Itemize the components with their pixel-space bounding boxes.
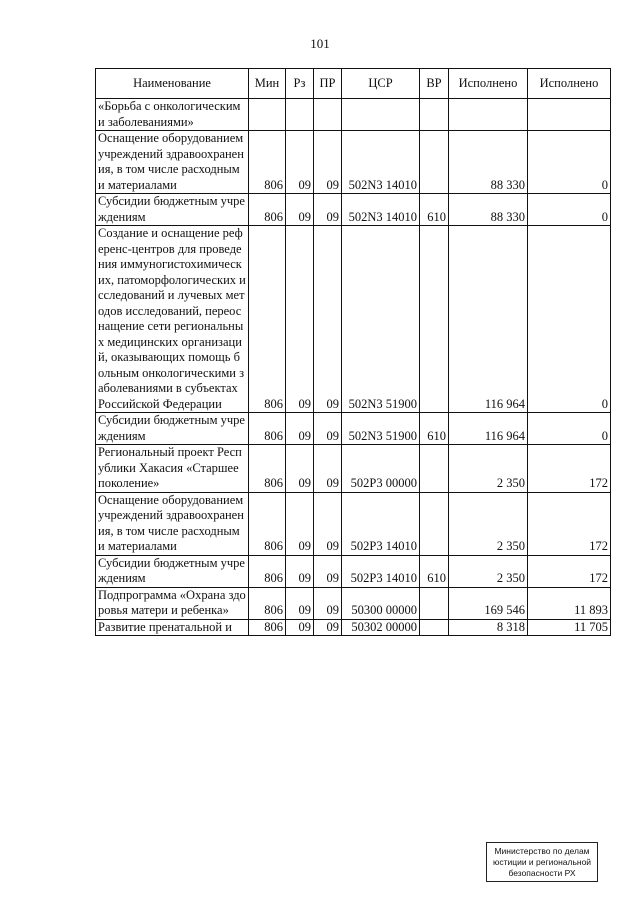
row-min: 806 (249, 131, 286, 194)
row-vr: 610 (420, 555, 449, 587)
row-min: 806 (249, 194, 286, 226)
row-min (249, 99, 286, 131)
table-row (96, 445, 611, 493)
row-pr: 09 (314, 492, 342, 555)
table-row (96, 99, 611, 131)
row-pr (314, 99, 342, 131)
row-pr: 09 (314, 413, 342, 445)
row-executed-2: 0 (528, 131, 611, 194)
row-executed-1: 88 330 (449, 131, 528, 194)
row-csr: 502P3 00000 (342, 445, 420, 493)
row-csr: 502N3 14010 (342, 131, 420, 194)
row-csr: 502P3 14010 (342, 555, 420, 587)
row-vr: 610 (420, 194, 449, 226)
row-vr (420, 131, 449, 194)
row-pr: 09 (314, 226, 342, 413)
row-executed-1: 2 350 (449, 445, 528, 493)
row-pr: 09 (314, 131, 342, 194)
row-executed-1: 2 350 (449, 555, 528, 587)
row-vr (420, 587, 449, 619)
column-header-executed-1: Исполнено (449, 69, 528, 99)
table-row (96, 413, 611, 445)
row-pr: 09 (314, 587, 342, 619)
row-rz: 09 (286, 226, 314, 413)
row-executed-2: 0 (528, 413, 611, 445)
row-min: 806 (249, 555, 286, 587)
row-min: 806 (249, 492, 286, 555)
row-csr: 502P3 14010 (342, 492, 420, 555)
row-executed-2: 172 (528, 492, 611, 555)
table-row (96, 555, 611, 587)
row-rz: 09 (286, 413, 314, 445)
column-header-rz: Рз (286, 69, 314, 99)
row-csr: 502N3 51900 (342, 226, 420, 413)
table-row (96, 587, 611, 619)
row-executed-1: 2 350 (449, 492, 528, 555)
ministry-stamp (486, 842, 598, 882)
row-vr (420, 99, 449, 131)
row-vr (420, 226, 449, 413)
row-name: Региональный проект Республики Хакасия «Старшее поколение» (96, 445, 249, 493)
table-header-row (96, 69, 611, 99)
row-rz: 09 (286, 619, 314, 636)
row-executed-2 (528, 99, 611, 131)
row-rz (286, 99, 314, 131)
table-row (96, 226, 611, 413)
row-pr: 09 (314, 194, 342, 226)
row-executed-2: 11 705 (528, 619, 611, 636)
row-name: «Борьба с онкологическими заболеваниями» (96, 99, 249, 131)
row-csr: 50300 00000 (342, 587, 420, 619)
row-vr: 610 (420, 413, 449, 445)
column-header-csr: ЦСР (342, 69, 420, 99)
row-executed-2: 0 (528, 226, 611, 413)
row-pr: 09 (314, 445, 342, 493)
row-min: 806 (249, 587, 286, 619)
row-executed-2: 11 893 (528, 587, 611, 619)
row-name: Субсидии бюджетным учреждениям (96, 194, 249, 226)
column-header-name: Наименование (96, 69, 249, 99)
row-min: 806 (249, 413, 286, 445)
row-csr: 50302 00000 (342, 619, 420, 636)
row-rz: 09 (286, 587, 314, 619)
row-executed-2: 0 (528, 194, 611, 226)
budget-table (95, 68, 611, 636)
stamp-text: Министерство по делам юстиции и региональной безопасности РХ (492, 845, 592, 878)
row-min: 806 (249, 445, 286, 493)
table-row (96, 194, 611, 226)
row-name: Оснащение оборудованием учреждений здравоохранения, в том числе расходными материалами (96, 131, 249, 194)
row-vr (420, 619, 449, 636)
table-row (96, 131, 611, 194)
row-name: Субсидии бюджетным учреждениям (96, 413, 249, 445)
row-rz: 09 (286, 194, 314, 226)
row-executed-1: 116 964 (449, 413, 528, 445)
row-csr (342, 99, 420, 131)
row-min: 806 (249, 226, 286, 413)
row-executed-1: 8 318 (449, 619, 528, 636)
row-executed-2: 172 (528, 445, 611, 493)
row-name: Субсидии бюджетным учреждениям (96, 555, 249, 587)
row-name: Оснащение оборудованием учреждений здравоохранения, в том числе расходными материалами (96, 492, 249, 555)
column-header-executed-2: Исполнено (528, 69, 611, 99)
row-csr: 502N3 51900 (342, 413, 420, 445)
row-rz: 09 (286, 445, 314, 493)
row-name: Создание и оснащение референс-центров для проведения иммуногистохимических, патоморфологических исследований и лучевых методов исследований, переоснащение сети региональных медицинских организаций, оказывающих помощь больным онкологическими заболеваниями в субъектах Российской Федерации (96, 226, 249, 413)
row-min: 806 (249, 619, 286, 636)
column-header-pr: ПР (314, 69, 342, 99)
row-pr: 09 (314, 619, 342, 636)
row-name: Развитие пренатальной и (96, 619, 249, 636)
row-vr (420, 492, 449, 555)
row-rz: 09 (286, 131, 314, 194)
page-number: 101 (310, 36, 330, 51)
table-row (96, 492, 611, 555)
column-header-min: Мин (249, 69, 286, 99)
table-row (96, 619, 611, 636)
row-executed-1: 88 330 (449, 194, 528, 226)
row-executed-1 (449, 99, 528, 131)
row-name: Подпрограмма «Охрана здоровья матери и ребенка» (96, 587, 249, 619)
row-csr: 502N3 14010 (342, 194, 420, 226)
row-executed-1: 169 546 (449, 587, 528, 619)
row-rz: 09 (286, 492, 314, 555)
row-rz: 09 (286, 555, 314, 587)
row-pr: 09 (314, 555, 342, 587)
row-vr (420, 445, 449, 493)
column-header-vr: ВР (420, 69, 449, 99)
row-executed-2: 172 (528, 555, 611, 587)
row-executed-1: 116 964 (449, 226, 528, 413)
